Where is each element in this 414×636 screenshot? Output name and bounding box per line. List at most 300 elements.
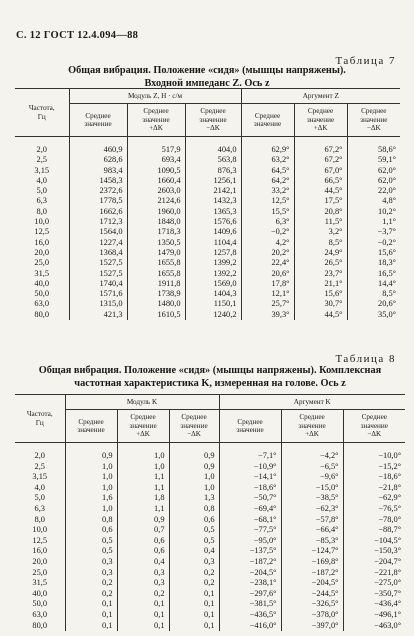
frequency-cell: 8,0	[15, 207, 69, 217]
value-cell: −204,5°	[219, 568, 281, 579]
value-cell: 1960,0	[127, 207, 185, 217]
value-cell: −21,8°	[343, 483, 405, 494]
subheader-line: Среднее	[78, 417, 104, 426]
table-row	[15, 443, 405, 462]
frequency-cell: 20,0	[15, 248, 69, 258]
value-cell: −275,0°	[343, 578, 405, 589]
table-row	[15, 289, 400, 299]
value-cell: 1,0	[65, 462, 117, 473]
value-cell: −7,1°	[219, 443, 281, 462]
value-cell: 66,5°	[294, 176, 347, 186]
value-cell: 1,1	[117, 504, 169, 515]
value-cell: 0,9	[169, 462, 219, 473]
value-cell: 0,6	[65, 525, 117, 536]
table7-title-line2: Входной импеданс Z. Ось z	[144, 78, 270, 89]
subheader-line: −ΔK	[366, 124, 381, 133]
table-row	[15, 621, 405, 632]
frequency-cell: 25,0	[15, 258, 69, 268]
value-cell: 1655,8	[127, 258, 185, 268]
frequency-cell: 40,0	[15, 589, 65, 600]
table-row	[15, 610, 405, 621]
value-cell: −69,4°	[219, 504, 281, 515]
value-cell: 0,1	[169, 610, 219, 621]
value-cell: −137,5°	[219, 546, 281, 557]
value-cell: 0,1	[117, 610, 169, 621]
value-cell: 0,6	[117, 546, 169, 557]
value-cell: 1150,1	[185, 299, 241, 309]
value-cell: 20,2°	[241, 248, 294, 258]
table-row	[15, 299, 400, 309]
table-row	[15, 155, 400, 165]
subheader-line: значение	[142, 115, 170, 124]
value-cell: 15,5°	[241, 207, 294, 217]
frequency-cell: 50,0	[15, 289, 69, 299]
table7-freq-header	[15, 89, 69, 137]
value-cell: −326,5°	[281, 599, 343, 610]
value-cell: 35,0°	[347, 310, 400, 320]
value-cell: 15,6°	[294, 289, 347, 299]
subheader-line: +ΔK	[136, 430, 150, 439]
value-cell: 0,8	[65, 515, 117, 526]
value-cell: 0,1	[117, 599, 169, 610]
table-row	[15, 568, 405, 579]
table-row	[15, 599, 405, 610]
value-cell: 0,3	[65, 568, 117, 579]
value-cell: 21,1°	[294, 279, 347, 289]
value-cell: −204,5°	[281, 578, 343, 589]
value-cell: 12,1°	[241, 289, 294, 299]
value-cell: −0,2°	[347, 238, 400, 248]
table8-freq-header	[15, 395, 65, 443]
value-cell: 1712,3	[69, 217, 127, 227]
value-cell: −221,8°	[343, 568, 405, 579]
value-cell: 0,1	[117, 621, 169, 632]
value-cell: 44,5°	[294, 186, 347, 196]
value-cell: −150,3°	[343, 546, 405, 557]
value-cell: 20,6°	[241, 269, 294, 279]
value-cell: 0,3	[117, 568, 169, 579]
table-row	[15, 258, 400, 268]
value-cell: −88,7°	[343, 525, 405, 536]
frequency-cell: 2,5	[15, 462, 65, 473]
table-row	[15, 186, 400, 196]
value-cell: −9,6°	[281, 472, 343, 483]
value-cell: 64,2°	[241, 176, 294, 186]
value-cell: 1576,6	[185, 217, 241, 227]
table-row	[15, 525, 405, 536]
frequency-cell: 4,0	[15, 176, 69, 186]
value-cell: 2124,6	[127, 196, 185, 206]
value-cell: 404,0	[185, 137, 241, 156]
table8-title-line1: Общая вибрация. Положение «сидя» (мышцы напряжены). Комплексная	[38, 365, 382, 376]
subheader-line: Среднее	[130, 413, 156, 422]
table-row	[15, 557, 405, 568]
value-cell: −78,0°	[343, 515, 405, 526]
value-cell: −397,0°	[281, 621, 343, 632]
table7-subheader-2	[185, 104, 241, 137]
table8	[15, 394, 405, 631]
value-cell: 0,4	[169, 546, 219, 557]
freq-label: Частота,	[28, 104, 55, 112]
value-cell: 1527,5	[69, 269, 127, 279]
value-cell: 0,2	[169, 568, 219, 579]
value-cell: −95,0°	[219, 536, 281, 547]
table-row	[15, 207, 400, 217]
value-cell: −436,4°	[343, 599, 405, 610]
value-cell: 67,0°	[294, 166, 347, 176]
frequency-cell: 16,0	[15, 238, 69, 248]
subheader-line: +ΔK	[149, 124, 163, 133]
subheader-line: значение	[77, 426, 105, 434]
value-cell: 62,0°	[347, 176, 400, 186]
value-cell: 1,6	[65, 493, 117, 504]
value-cell: −244,5°	[281, 589, 343, 600]
value-cell: −416,0°	[219, 621, 281, 632]
value-cell: 0,6	[117, 536, 169, 547]
value-cell: 0,1	[169, 599, 219, 610]
value-cell: 0,1	[169, 621, 219, 632]
table-row	[15, 217, 400, 227]
value-cell: −15,2°	[343, 462, 405, 473]
value-cell: 1368,4	[69, 248, 127, 258]
subheader-line: значение	[253, 120, 282, 128]
value-cell: −57,8°	[281, 515, 343, 526]
value-cell: 25,7°	[241, 299, 294, 309]
value-cell: −77,5°	[219, 525, 281, 536]
table7-subheader-1	[127, 104, 185, 137]
frequency-cell: 25,0	[15, 568, 65, 579]
value-cell: 20,8°	[294, 207, 347, 217]
value-cell: 0,2	[169, 578, 219, 589]
value-cell: 8,5°	[294, 238, 347, 248]
value-cell: 33,2°	[241, 186, 294, 196]
value-cell: 1480,0	[127, 299, 185, 309]
table-row	[15, 310, 400, 320]
subheader-line: значение	[236, 426, 264, 434]
table-row	[15, 279, 400, 289]
table8-subheader-0	[65, 410, 117, 443]
value-cell: 0,7	[117, 525, 169, 536]
value-cell: 44,5°	[294, 310, 347, 320]
table7-body	[15, 137, 400, 321]
value-cell: 0,9	[117, 515, 169, 526]
value-cell: −10,0°	[343, 443, 405, 462]
table-row	[15, 238, 400, 248]
value-cell: 1848,0	[127, 217, 185, 227]
frequency-cell: 12,5	[15, 536, 65, 547]
value-cell: −50,7°	[219, 493, 281, 504]
value-cell: 1090,5	[127, 166, 185, 176]
subheader-line: значение	[199, 115, 227, 124]
value-cell: −169,8°	[281, 557, 343, 568]
value-cell: 6,3°	[241, 217, 294, 227]
value-cell: 3,2°	[294, 227, 347, 237]
table-row	[15, 546, 405, 557]
value-cell: 517,9	[127, 137, 185, 156]
value-cell: −238,1°	[219, 578, 281, 589]
subheader-line: значение	[306, 115, 335, 124]
subheader-line: −ΔK	[206, 124, 220, 133]
value-cell: 1,1	[117, 472, 169, 483]
value-cell: 1365,3	[185, 207, 241, 217]
table-row	[15, 137, 400, 156]
value-cell: −68,1°	[219, 515, 281, 526]
table7-subheader-row	[15, 104, 400, 137]
value-cell: 0,2	[117, 589, 169, 600]
table8-subheader-2	[169, 410, 219, 443]
value-cell: −15,0°	[281, 483, 343, 494]
frequency-cell: 6,3	[15, 504, 65, 515]
value-cell: 0,1	[65, 621, 117, 632]
value-cell: 1569,0	[185, 279, 241, 289]
table8-body	[15, 443, 405, 632]
value-cell: −10,9°	[219, 462, 281, 473]
value-cell: −14,1°	[219, 472, 281, 483]
value-cell: −350,7°	[343, 589, 405, 600]
frequency-cell: 80,0	[15, 310, 69, 320]
value-cell: 1257,8	[185, 248, 241, 258]
value-cell: 0,9	[169, 443, 219, 462]
value-cell: 1479,0	[127, 248, 185, 258]
value-cell: 20,6°	[347, 299, 400, 309]
value-cell: 1,0	[65, 472, 117, 483]
value-cell: −436,5°	[219, 610, 281, 621]
value-cell: −381,5°	[219, 599, 281, 610]
table-row	[15, 536, 405, 547]
frequency-cell: 20,0	[15, 557, 65, 568]
table-row	[15, 589, 405, 600]
table7-subheader-0	[69, 104, 127, 137]
value-cell: 0,2	[65, 578, 117, 589]
value-cell: 15,6°	[347, 248, 400, 258]
value-cell: −62,9°	[343, 493, 405, 504]
value-cell: −18,6°	[219, 483, 281, 494]
value-cell: 23,7°	[294, 269, 347, 279]
subheader-line: Среднее	[254, 111, 281, 120]
frequency-cell: 5,0	[15, 493, 65, 504]
value-cell: 1,8	[117, 493, 169, 504]
value-cell: −124,7°	[281, 546, 343, 557]
frequency-cell: 12,5	[15, 227, 69, 237]
value-cell: 1,1°	[347, 217, 400, 227]
value-cell: −6,5°	[281, 462, 343, 473]
frequency-cell: 8,0	[15, 515, 65, 526]
table7-group-argument: Аргумент Z	[241, 89, 400, 104]
value-cell: −38,5°	[281, 493, 343, 504]
value-cell: 10,2°	[347, 207, 400, 217]
table-row	[15, 578, 405, 589]
value-cell: −496,1°	[343, 610, 405, 621]
frequency-cell: 80,0	[15, 621, 65, 632]
value-cell: 1315,0	[69, 299, 127, 309]
value-cell: −4,2°	[281, 443, 343, 462]
value-cell: 1227,4	[69, 238, 127, 248]
value-cell: 1662,6	[69, 207, 127, 217]
value-cell: −66,4°	[281, 525, 343, 536]
value-cell: 64,5°	[241, 166, 294, 176]
value-cell: −104,5°	[343, 536, 405, 547]
value-cell: 1240,2	[185, 310, 241, 320]
subheader-line: Среднее	[361, 413, 387, 422]
value-cell: 67,2°	[294, 137, 347, 156]
value-cell: −297,6°	[219, 589, 281, 600]
table7-subheader-5	[347, 104, 400, 137]
value-cell: 1,0	[169, 483, 219, 494]
table-row	[15, 483, 405, 494]
subheader-line: Среднее	[299, 413, 325, 422]
value-cell: 1,0	[117, 462, 169, 473]
value-cell: 983,4	[69, 166, 127, 176]
value-cell: 0,3	[117, 578, 169, 589]
table8-subheader-4	[281, 410, 343, 443]
value-cell: 460,9	[69, 137, 127, 156]
table8-subheader-5	[343, 410, 405, 443]
value-cell: 1,0	[65, 483, 117, 494]
value-cell: 1,0	[117, 443, 169, 462]
freq-label: Частота,	[26, 410, 53, 418]
table8-group-modulus: Модуль K	[65, 395, 219, 410]
value-cell: −187,2°	[219, 557, 281, 568]
value-cell: −62,3°	[281, 504, 343, 515]
subheader-line: значение	[360, 421, 388, 430]
value-cell: 1738,9	[127, 289, 185, 299]
subheader-line: значение	[298, 421, 326, 430]
subheader-line: значение	[180, 421, 208, 430]
value-cell: −0,2°	[241, 227, 294, 237]
subheader-line: значение	[84, 120, 112, 128]
subheader-line: значение	[360, 115, 388, 124]
value-cell: −463,0°	[343, 621, 405, 632]
value-cell: −187,2°	[281, 568, 343, 579]
value-cell: 26,5°	[294, 258, 347, 268]
value-cell: 58,6°	[347, 137, 400, 156]
frequency-cell: 16,0	[15, 546, 65, 557]
frequency-cell: 50,0	[15, 599, 65, 610]
table-row	[15, 504, 405, 515]
value-cell: 0,8	[169, 504, 219, 515]
table-row	[15, 176, 400, 186]
value-cell: 0,4	[117, 557, 169, 568]
value-cell: 0,1	[65, 599, 117, 610]
table7-subheader-3	[241, 104, 294, 137]
value-cell: 1660,4	[127, 176, 185, 186]
value-cell: 1399,2	[185, 258, 241, 268]
table8-group-argument: Аргумент K	[219, 395, 405, 410]
table-row	[15, 493, 405, 504]
value-cell: 1409,6	[185, 227, 241, 237]
value-cell: 628,6	[69, 155, 127, 165]
value-cell: 30,7°	[294, 299, 347, 309]
frequency-cell: 2,5	[15, 155, 69, 165]
subheader-line: Среднее	[200, 107, 226, 116]
frequency-cell: 40,0	[15, 279, 69, 289]
value-cell: 24,9°	[294, 248, 347, 258]
value-cell: 1256,1	[185, 176, 241, 186]
value-cell: 1718,3	[127, 227, 185, 237]
subheader-line: Среднее	[181, 413, 207, 422]
value-cell: 18,3°	[347, 258, 400, 268]
value-cell: 0,2	[65, 589, 117, 600]
value-cell: −85,3°	[281, 536, 343, 547]
value-cell: 0,6	[169, 515, 219, 526]
subheader-line: Среднее	[361, 107, 387, 116]
table-row	[15, 515, 405, 526]
value-cell: 2603,0	[127, 186, 185, 196]
value-cell: 17,5°	[294, 196, 347, 206]
frequency-cell: 63,0	[15, 299, 69, 309]
frequency-cell: 6,3	[15, 196, 69, 206]
value-cell: 1571,6	[69, 289, 127, 299]
frequency-cell: 5,0	[15, 186, 69, 196]
frequency-cell: 63,0	[15, 610, 65, 621]
value-cell: 8,5°	[347, 289, 400, 299]
value-cell: 1104,4	[185, 238, 241, 248]
table-row	[15, 248, 400, 258]
value-cell: 4,8°	[347, 196, 400, 206]
value-cell: 17,8°	[241, 279, 294, 289]
subheader-line: Среднее	[237, 417, 263, 426]
value-cell: 1404,3	[185, 289, 241, 299]
value-cell: 59,1°	[347, 155, 400, 165]
value-cell: 14,4°	[347, 279, 400, 289]
table7-subheader-4	[294, 104, 347, 137]
value-cell: 22,4°	[241, 258, 294, 268]
subheader-line: +ΔK	[313, 124, 328, 133]
value-cell: −204,7°	[343, 557, 405, 568]
frequency-cell: 3,15	[15, 166, 69, 176]
value-cell: −378,0°	[281, 610, 343, 621]
value-cell: 876,3	[185, 166, 241, 176]
value-cell: 1,0	[169, 472, 219, 483]
value-cell: 0,5	[169, 536, 219, 547]
value-cell: 1350,5	[127, 238, 185, 248]
table8-subheader-1	[117, 410, 169, 443]
subheader-line: значение	[129, 421, 157, 430]
value-cell: 1432,3	[185, 196, 241, 206]
table7-title-line1: Общая вибрация. Положение «сидя» (мышцы напряжены).	[68, 65, 346, 76]
table-row	[15, 166, 400, 176]
value-cell: 1655,8	[127, 269, 185, 279]
freq-unit: Гц	[35, 418, 44, 427]
table-row	[15, 227, 400, 237]
value-cell: 0,9	[65, 443, 117, 462]
subheader-line: Среднее	[85, 111, 111, 120]
value-cell: 63,2°	[241, 155, 294, 165]
table7-number: Таблица 7	[335, 55, 396, 67]
subheader-line: Среднее	[307, 107, 334, 116]
frequency-cell: 10,0	[15, 525, 65, 536]
value-cell: −76,5°	[343, 504, 405, 515]
frequency-cell: 3,15	[15, 472, 65, 483]
table8-title	[12, 364, 408, 390]
value-cell: 62,9°	[241, 137, 294, 156]
table8-number: Таблица 8	[335, 353, 396, 365]
value-cell: 1458,3	[69, 176, 127, 186]
value-cell: 0,5	[65, 546, 117, 557]
frequency-cell: 2,0	[15, 137, 69, 156]
table-row	[15, 196, 400, 206]
value-cell: 67,2°	[294, 155, 347, 165]
freq-unit: Гц	[37, 112, 46, 121]
value-cell: 4,2°	[241, 238, 294, 248]
table7	[15, 88, 400, 320]
value-cell: 1610,5	[127, 310, 185, 320]
value-cell: 12,5°	[241, 196, 294, 206]
value-cell: 0,5	[169, 525, 219, 536]
frequency-cell: 10,0	[15, 217, 69, 227]
value-cell: 1564,0	[69, 227, 127, 237]
value-cell: 39,3°	[241, 310, 294, 320]
